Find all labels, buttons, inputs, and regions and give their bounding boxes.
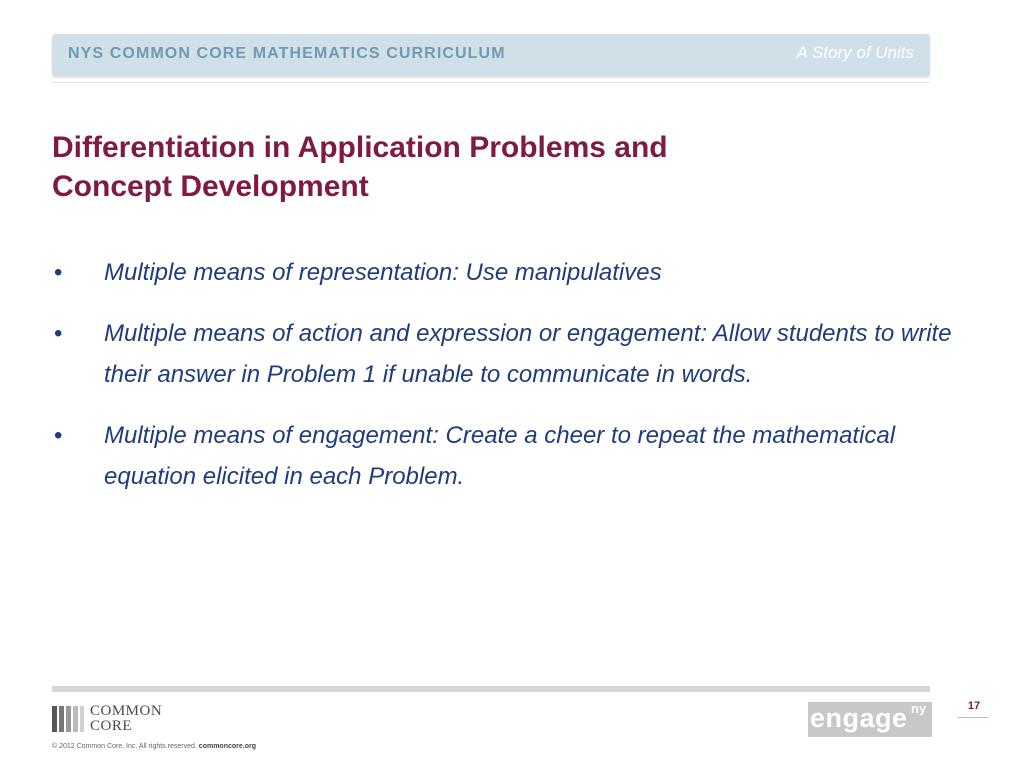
slide-title [52, 128, 912, 206]
series-title: A Story of Units [796, 43, 914, 62]
logo-line-2: CORE [90, 718, 133, 734]
bullet-item [52, 313, 952, 395]
bullet-item [52, 415, 952, 497]
copyright-text: © 2012 Common Core, Inc. All rights reserved. [52, 743, 197, 750]
common-core-bars-icon [52, 706, 84, 732]
engage-ny-superscript: ny [911, 701, 927, 716]
bullet-list [52, 252, 952, 517]
bullet-text: Multiple means of representation: Use manipulatives [104, 259, 662, 286]
bullet-text: Multiple means of engagement: Create a cheer to repeat the mathematical equation elicited in each Problem. [104, 422, 896, 490]
bullet-item [52, 252, 952, 293]
engageny-logo [808, 702, 932, 737]
slide-title-line-2: Concept Development [52, 170, 369, 203]
common-core-wordmark [90, 704, 210, 734]
header-divider [52, 82, 930, 83]
bullet-dot-icon: • [54, 422, 63, 449]
engage-wordmark: engage [810, 703, 908, 733]
bullet-text: Multiple means of action and expression or engagement: Allow students to write their answer in Problem 1 if unable to communicate in words. [104, 320, 952, 388]
curriculum-title: NYS COMMON CORE MATHEMATICS CURRICULUM [68, 45, 506, 62]
copyright-notice [52, 743, 256, 750]
header-bar [52, 34, 930, 76]
page-number: 17 [967, 700, 981, 712]
bullet-dot-icon: • [54, 320, 63, 347]
logo-line-1: COMMON [90, 703, 163, 719]
bullet-dot-icon: • [54, 259, 63, 286]
footer-divider [52, 686, 930, 692]
site-link[interactable]: commoncore.org [198, 743, 256, 750]
page-number-underline [958, 717, 988, 718]
slide-title-line-1: Differentiation in Application Problems and [52, 131, 668, 164]
